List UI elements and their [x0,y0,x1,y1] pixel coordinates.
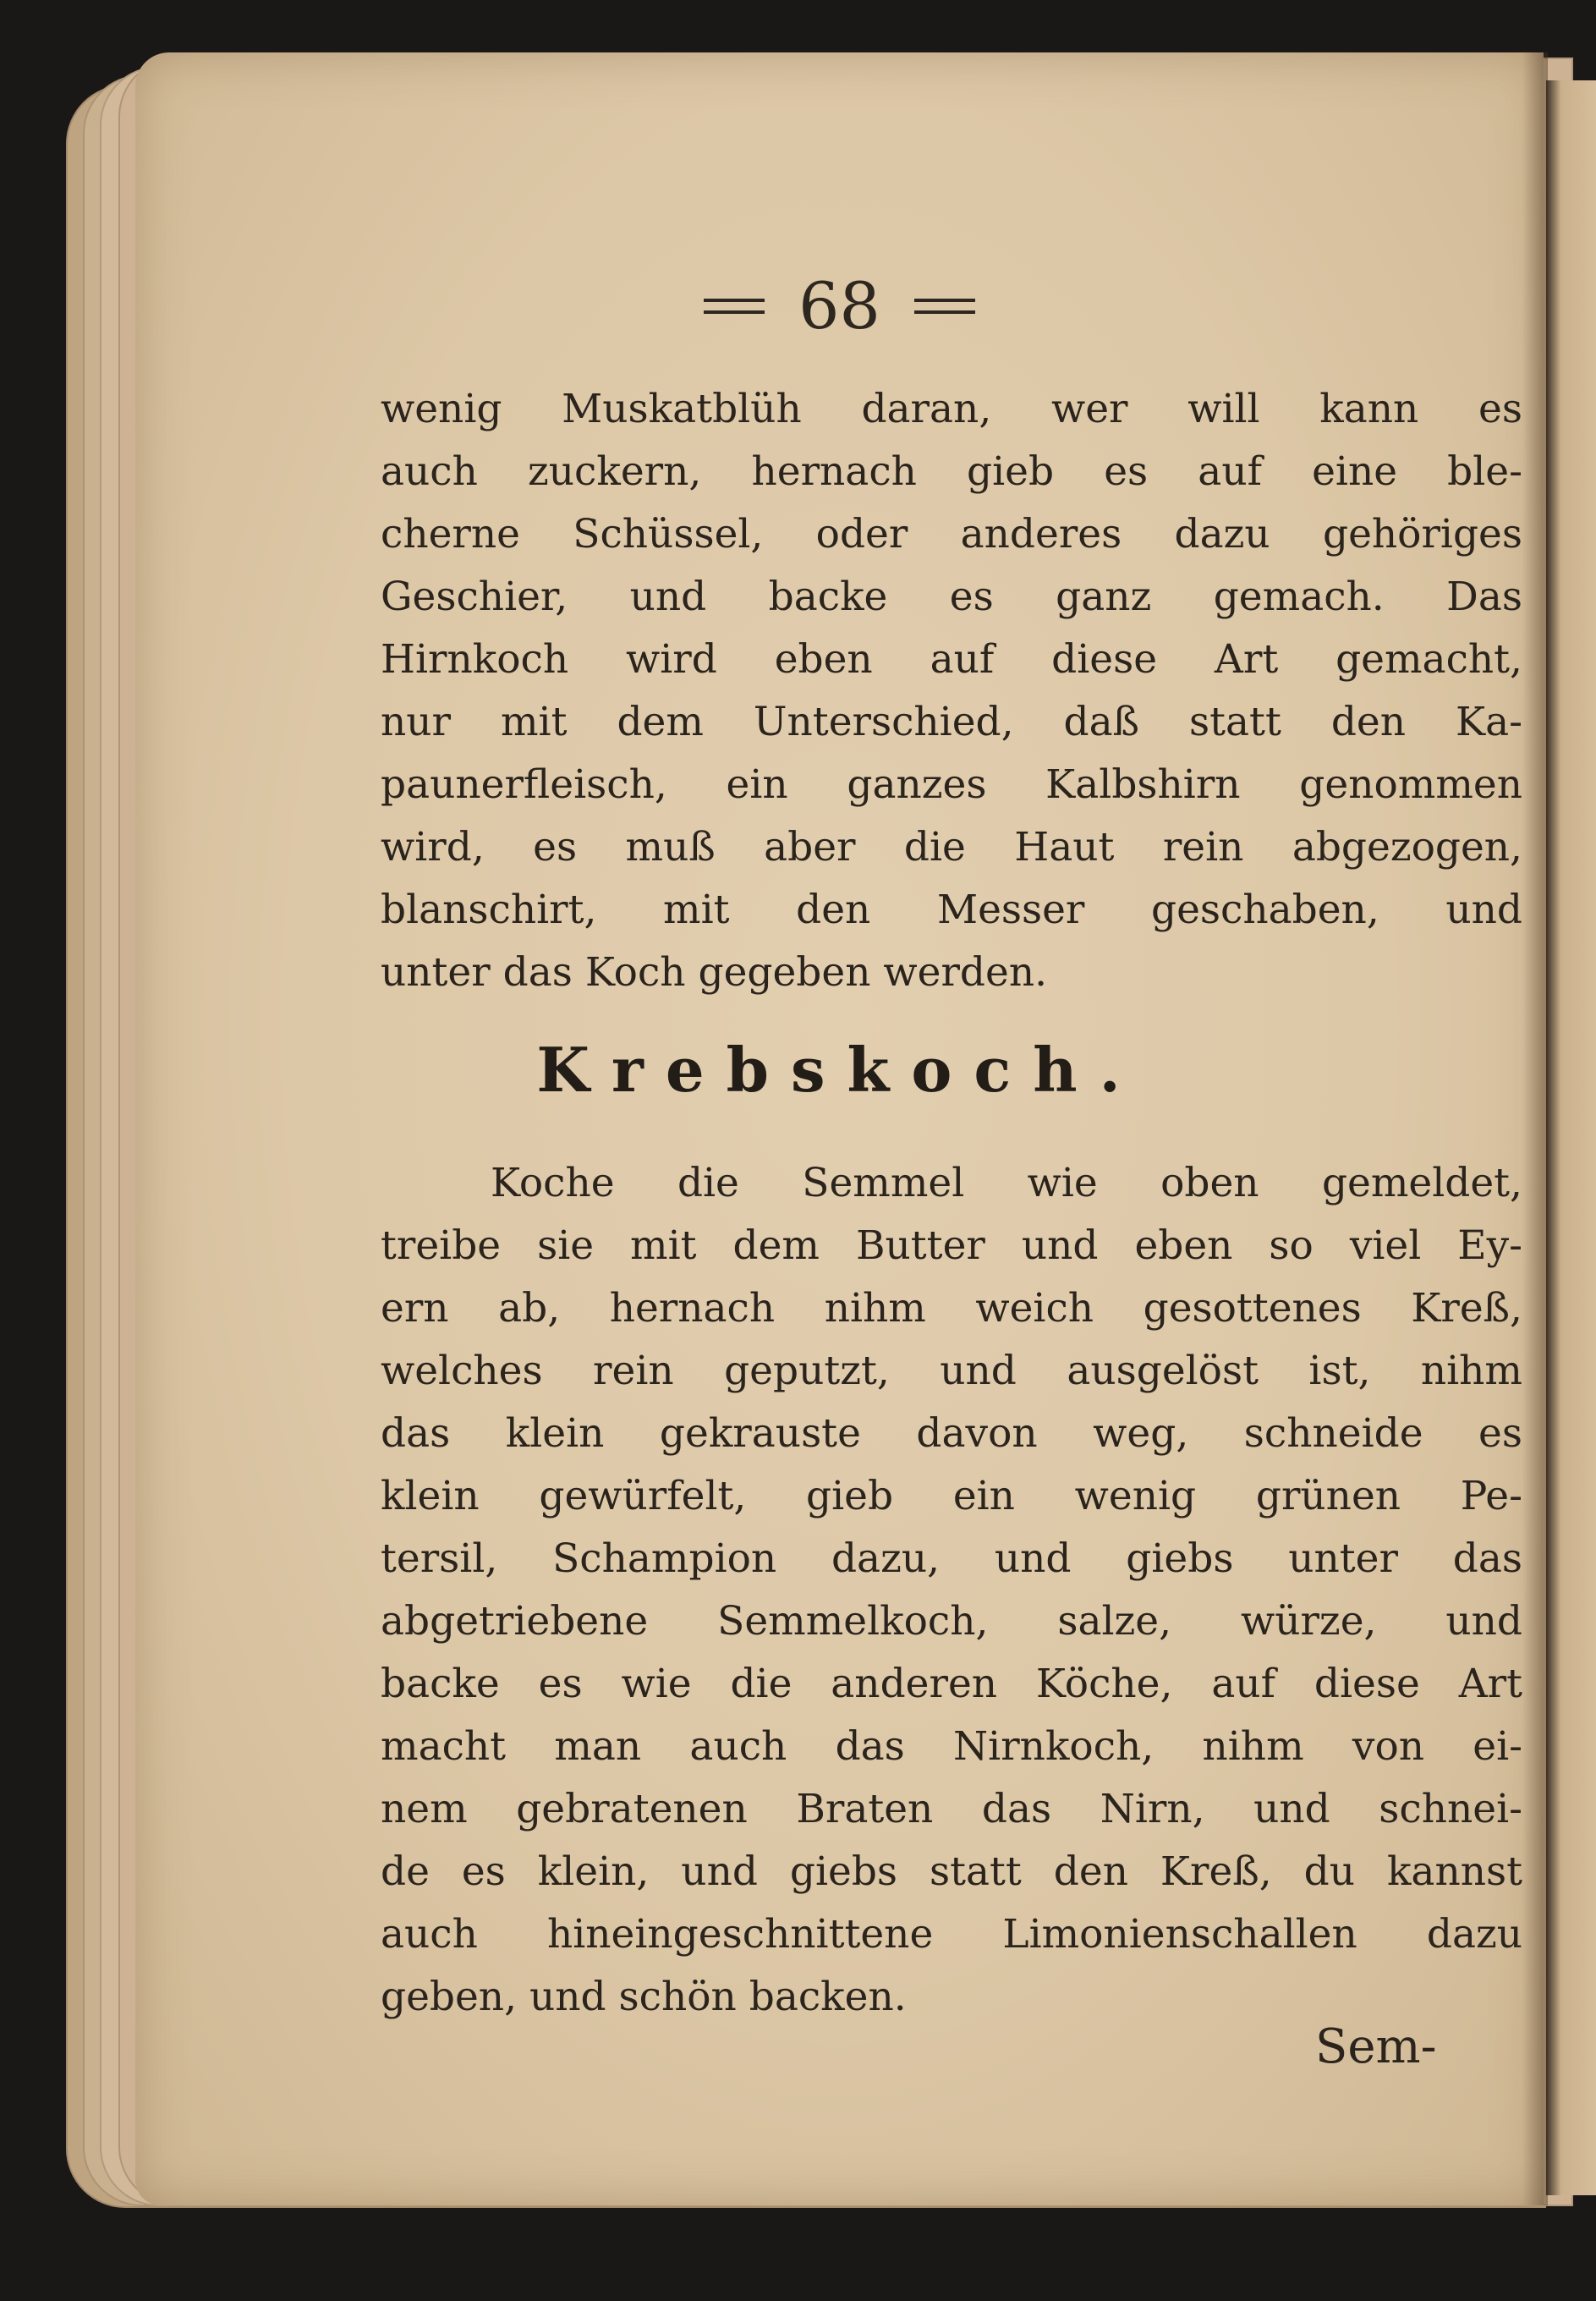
text-line: Geschier, und backe es ganz gemach. Das [381,574,1522,620]
text-line: welches rein geputzt, und ausgelöst ist, nihm [381,1348,1522,1394]
text-line: paunerfleisch, ein ganzes Kalbshirn genommen [381,761,1522,808]
text-line: wenig Muskatblüh daran, wer will kann es [381,386,1522,432]
header-ornament-left [704,299,765,314]
text-line: treibe sie mit dem Butter und eben so viel Ey- [381,1222,1522,1269]
text-line: tersil, Schampion dazu, und giebs unter das [381,1535,1522,1582]
text-line: macht man auch das Nirnkoch, nihm von ei- [381,1723,1522,1770]
text-line: nem gebratenen Braten das Nirn, und schnei- [381,1786,1522,1832]
text-line: Hirnkoch wird eben auf diese Art gemacht, [381,636,1522,683]
page-gutter-shadow [1522,52,1548,2205]
text-line: Koche die Semmel wie oben gemeldet, [491,1160,1522,1206]
text-line: ern ab, hernach nihm weich gesottenes Kreß, [381,1285,1522,1332]
text-line: backe es wie die anderen Köche, auf diese Art [381,1661,1522,1707]
text-line: wird, es muß aber die Haut rein abgezogen, [381,824,1522,870]
paragraph-2 [381,1152,1522,2029]
header-ornament-right [914,299,975,314]
page-header [135,268,1544,344]
catchword: Sem- [1315,2019,1437,2074]
text-line: de es klein, und giebs statt den Kreß, du kannst [381,1848,1522,1895]
page-number: 68 [798,268,880,343]
text-line: nur mit dem Unterschied, daß statt den Ka- [381,699,1522,745]
text-line: geben, und schön backen. [381,1974,907,2020]
text-line: cherne Schüssel, oder anderes dazu gehöriges [381,511,1522,557]
text-line: blanschirt, mit den Messer geschaben, und [381,887,1522,933]
book-page [135,52,1544,2205]
text-line: abgetriebene Semmelkoch, salze, würze, und [381,1598,1522,1645]
text-line: auch hineingeschnittene Limonienschallen dazu [381,1911,1522,1958]
text-line: das klein gekrauste davon weg, schneide es [381,1410,1522,1457]
text-line: auch zuckern, hernach gieb es auf eine ble- [381,448,1522,495]
text-line: klein gewürfelt, gieb ein wenig grünen Pe- [381,1473,1522,1519]
section-heading: Krebskoch. [536,1034,1143,1106]
paragraph-1 [381,378,1522,1004]
facing-page-edge [1546,80,1596,2195]
text-line: unter das Koch gegeben werden. [381,949,1048,996]
